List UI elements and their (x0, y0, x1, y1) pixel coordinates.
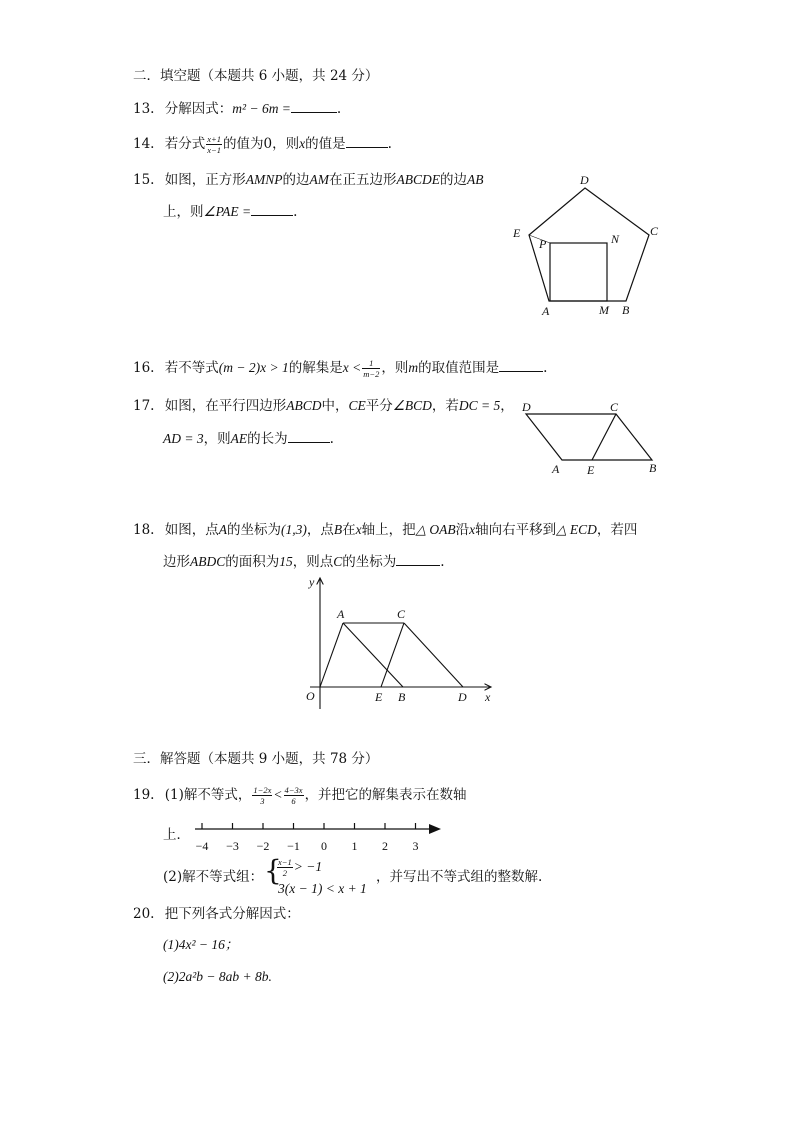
q19-sys-den: 2 (282, 868, 287, 878)
label-d: D (458, 690, 467, 704)
number-line-tick-label: −4 (195, 839, 209, 853)
q13-number: 13. (133, 101, 155, 117)
q18-text-e: 轴上，把 (361, 522, 416, 538)
q18-text-l: 的坐标为 (342, 554, 397, 570)
q20-number: 20. (133, 906, 155, 922)
q17-text-d: ，若 (431, 398, 459, 414)
section-header-fill-in: 二．填空题（本题共 6 小题，共 24 分） (133, 68, 379, 84)
q16-text-pre: 若不等式 (164, 360, 219, 376)
q19-text-d: (2)解不等式组： (163, 869, 264, 885)
q14-text-pre: 若分式 (164, 136, 206, 152)
q18-coord: (1,3) (281, 522, 307, 537)
label-e: E (513, 226, 521, 240)
q17-text-c: 平分 (365, 398, 393, 414)
label-d: D (580, 173, 589, 187)
q17-text-f: ，则 (203, 431, 231, 447)
label-a: A (337, 607, 345, 621)
number-line-tick-label: −1 (287, 839, 300, 853)
question-14 (133, 134, 392, 155)
q18-answer-blank (396, 553, 440, 566)
segment-ab (343, 623, 403, 687)
label-p: P (539, 237, 547, 251)
question-17-line2 (163, 430, 334, 448)
label-c: C (650, 224, 659, 238)
q15-figure-pentagon (505, 170, 665, 320)
q15-square: AMNP (245, 172, 283, 187)
q17-text-e: ， (500, 398, 514, 414)
q13-answer-blank (291, 100, 337, 113)
q18-text-j: 的面积为 (225, 554, 280, 570)
q15-ab: AB (467, 172, 484, 187)
q18-text-h: ，若四 (596, 522, 638, 538)
q18-b: B (333, 522, 343, 537)
q19-text-b: ，并把它的解集表示在数轴 (304, 787, 467, 803)
question-13 (133, 100, 341, 118)
q17-answer-blank (288, 430, 330, 443)
label-d: D (522, 400, 531, 414)
q14-number: 14. (133, 136, 155, 152)
q17-figure-parallelogram (515, 396, 670, 481)
q15-answer-blank (251, 203, 293, 216)
number-line-arrow (429, 824, 441, 834)
q16-end: . (543, 360, 548, 376)
q19-system-line1 (276, 857, 322, 878)
q19-number: 19. (133, 787, 155, 803)
q16-number: 16. (133, 360, 155, 376)
q15-pentagon: ABCDE (396, 172, 441, 187)
segment-ce (381, 623, 404, 687)
number-line-tick-label: 1 (351, 839, 358, 853)
label-b: B (649, 461, 657, 475)
q17-angle: ∠BCD (392, 398, 432, 413)
q18-figure-coordinate (295, 572, 505, 712)
q17-parallelogram: ABCD (286, 398, 322, 413)
q17-ad: AD = 3 (163, 431, 204, 446)
number-line-ticks (196, 823, 419, 853)
label-y: y (309, 575, 315, 589)
q16-answer-blank (499, 359, 543, 372)
q17-end: . (329, 431, 334, 447)
q17-text-g: 的长为 (247, 431, 288, 447)
q19-number-line (188, 818, 448, 858)
q17-number: 17. (133, 398, 155, 414)
q15-angle: ∠PAE = (203, 204, 252, 219)
q16-text-post: 的取值范围是 (418, 360, 500, 376)
q20-item-1: (1)4x² − 16； (163, 937, 239, 952)
number-line-tick-label: 3 (412, 839, 419, 853)
number-line-tick-label: −3 (226, 839, 239, 853)
q18-x2: x (469, 522, 476, 537)
q19-sys-line2-text: 3(x − 1) < x + 1 (278, 881, 367, 896)
q17-ce: CE (348, 398, 366, 413)
label-n: N (611, 232, 620, 246)
q18-tri1: △ OAB (415, 522, 456, 537)
segment-cd (404, 623, 463, 687)
q18-c: C (333, 554, 343, 569)
question-19-part2 (163, 868, 263, 886)
q16-text-mid: 的解集是 (288, 360, 343, 376)
q16-frac-den: m−2 (363, 369, 380, 379)
label-c: C (397, 607, 406, 621)
q18-text-c: ，点 (306, 522, 334, 538)
label-b: B (398, 690, 406, 704)
q19-f2-num: 4−3x (284, 785, 303, 795)
q14-text-mid: 的值为0，则 (223, 136, 300, 152)
q18-x: x (355, 522, 362, 537)
q14-answer-blank (346, 135, 388, 148)
question-15-line2 (163, 203, 297, 221)
q15-am: AM (309, 172, 330, 187)
q17-text-b: 中， (321, 398, 349, 414)
q17-text-a: 如图，在平行四边形 (164, 398, 287, 414)
q18-text-i: 边形 (163, 554, 190, 570)
q19-sys-right: > −1 (293, 859, 323, 874)
q16-frac-num: 1 (362, 358, 380, 369)
label-c: C (610, 400, 619, 414)
q15-number: 15. (133, 172, 155, 188)
q15-text-c: 在正五边形 (329, 172, 397, 188)
question-19-part1 (133, 785, 467, 806)
q18-quad: ABDC (190, 554, 226, 569)
label-b: B (622, 303, 630, 317)
q15-text-d: 的边 (440, 172, 468, 188)
q19-sys-fraction (277, 857, 293, 878)
question-17-line1 (133, 397, 514, 415)
q18-a: A (218, 522, 228, 537)
number-line-tick-label: 0 (321, 839, 327, 853)
q18-text-d: 在 (342, 522, 356, 538)
q18-text-k: ，则点 (292, 554, 334, 570)
q18-tri2: △ ECD (556, 522, 597, 537)
label-e: E (587, 463, 595, 477)
segment-ce (592, 414, 616, 460)
q16-text-mid2: ，则 (381, 360, 409, 376)
label-m: M (599, 303, 609, 317)
question-20 (133, 905, 300, 923)
parallelogram-shape (526, 414, 652, 460)
q19-fraction-2 (284, 785, 304, 806)
question-16 (133, 358, 547, 379)
q19-f1-den: 3 (260, 796, 265, 806)
square-shape (550, 243, 607, 301)
q18-text-f: 沿 (455, 522, 470, 538)
q16-var: m (408, 360, 419, 375)
q18-end: . (440, 554, 445, 570)
q13-text: 分解因式： (164, 101, 233, 117)
label-e: E (375, 690, 383, 704)
q15-end: . (293, 204, 298, 220)
q15-text-b: 的边 (282, 172, 310, 188)
q19-fraction-1 (252, 785, 272, 806)
label-x: x (485, 690, 491, 704)
question-18-line2 (163, 553, 445, 571)
q14-frac-den: x−1 (207, 145, 222, 155)
q18-text-a: 如图，点 (164, 522, 219, 538)
q17-dc: DC = 5 (458, 398, 501, 413)
q14-text-post: 的值是 (305, 136, 346, 152)
q19-text-e: ，并写出不等式组的整数解. (376, 869, 543, 885)
q13-expr: m² − 6m = (232, 101, 291, 116)
q18-text-g: 轴向右平移到 (475, 522, 557, 538)
number-line-tick-label: −2 (256, 839, 270, 853)
question-18-line1 (133, 521, 637, 539)
q19-sys-num: x−1 (278, 857, 292, 867)
q15-text-e: 上，则 (163, 204, 204, 220)
q19-f2-den: 6 (291, 796, 296, 806)
q15-text-a: 如图，正方形 (164, 172, 246, 188)
q14-frac-num: x+1 (207, 134, 222, 144)
q19-lt: < (273, 787, 283, 802)
section-header-solutions: 三．解答题（本题共 9 小题，共 78 分） (133, 751, 379, 767)
q18-text-b: 的坐标为 (227, 522, 282, 538)
q18-area: 15 (279, 554, 293, 569)
pentagon-shape (529, 188, 649, 301)
q16-inequality: (m − 2)x > 1 (218, 360, 289, 375)
q19-text-c: 上． (163, 827, 190, 843)
q14-end: . (387, 136, 392, 152)
q20-item-2: (2)2a²b − 8ab + 8b. (163, 969, 272, 984)
label-a: A (542, 304, 550, 318)
q19-f1-num: 1−2x (253, 785, 272, 795)
question-15-line1 (133, 171, 484, 189)
number-line-tick-label: 2 (382, 839, 388, 853)
q14-var: x (299, 136, 306, 151)
q20-text: 把下列各式分解因式： (164, 906, 300, 922)
label-o: O (306, 689, 315, 703)
q14-fraction (206, 134, 222, 155)
q19-system-brace: { (264, 854, 282, 887)
q16-fraction (362, 358, 380, 379)
segment-oa (320, 623, 343, 687)
q16-solution: x < (342, 360, 362, 375)
q19-system-line2 (278, 880, 367, 898)
q18-number: 18. (133, 522, 155, 538)
q19-text-a: (1)解不等式， (164, 787, 252, 803)
label-a: A (552, 462, 560, 476)
q17-ae: AE (230, 431, 248, 446)
q13-end: . (336, 101, 342, 117)
